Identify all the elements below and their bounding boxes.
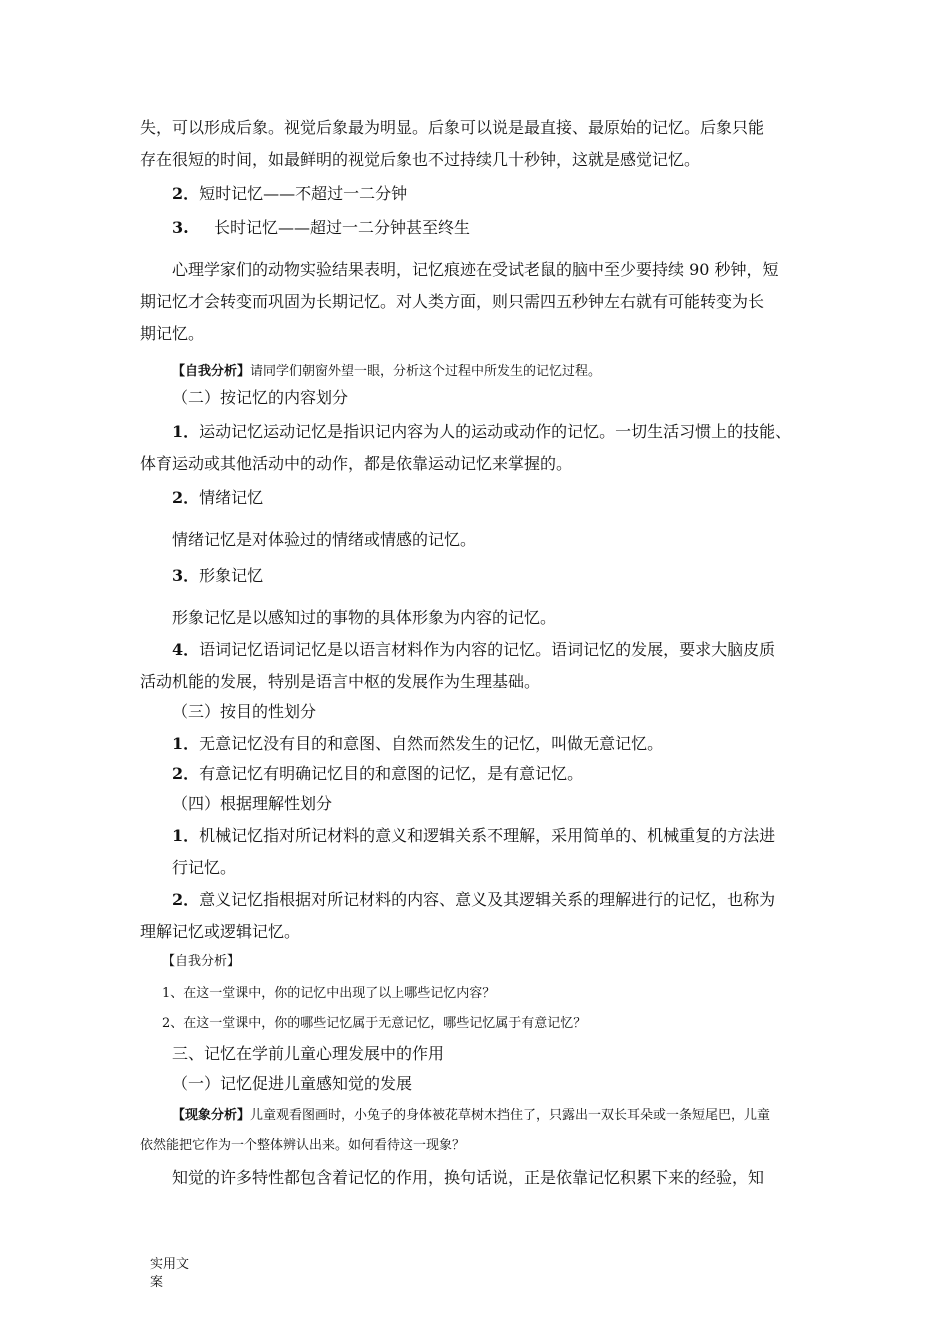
section-heading: （三）按目的性划分 <box>172 702 317 721</box>
item-number: 3. <box>172 218 189 237</box>
paragraph-line: 活动机能的发展，特别是语言中枢的发展作为生理基础。 <box>140 672 541 691</box>
self-analysis-tag: 【自我分析】 <box>162 954 241 969</box>
paragraph-line: 期记忆。 <box>140 324 205 343</box>
item-text: 运动记忆运动记忆是指识记内容为人的运动或动作的记忆。一切生活习惯上的技能、 <box>199 422 792 441</box>
item-number: 1． <box>172 826 200 845</box>
section-heading: （四）根据理解性划分 <box>172 794 333 813</box>
item-text: 长时记忆——超过一二分钟甚至终生 <box>214 218 471 237</box>
self-analysis-tag: 【自我分析】 <box>172 364 251 379</box>
item-text: 无意记忆没有目的和意图、自然而然发生的记忆，叫做无意记忆。 <box>199 734 664 753</box>
paragraph-line: 期记忆才会转变而巩固为长期记忆。对人类方面，则只需四五秒钟左右就有可能转变为长 <box>140 292 765 311</box>
list-item <box>140 178 820 210</box>
item-text: 短时记忆——不超过一二分钟 <box>199 184 408 203</box>
paragraph-line: 存在很短的时间，如最鲜明的视觉后象也不过持续几十秒钟，这就是感觉记忆。 <box>140 150 701 169</box>
list-item <box>140 728 820 760</box>
list-item <box>140 482 820 514</box>
phenomenon-analysis <box>140 1104 820 1128</box>
item-text: 有意记忆有明确记忆目的和意图的记忆，是有意记忆。 <box>199 764 584 783</box>
question-item: 1、在这一堂课中，你的记忆中出现了以上哪些记忆内容？ <box>162 986 496 1001</box>
item-text: 机械记忆指对所记材料的意义和逻辑关系不理解，采用简单的、机械重复的方法进 <box>199 826 776 845</box>
note-text: 请同学们朝窗外望一眼，分析这个过程中所发生的记忆过程。 <box>250 364 602 379</box>
paragraph-line: 知觉的许多特性都包含着记忆的作用，换句话说，正是依靠记忆积累下来的经验，知 <box>172 1168 765 1187</box>
list-item <box>140 634 820 666</box>
item-text: 形象记忆 <box>199 566 264 585</box>
note-text: 儿童观看图画时，小兔子的身体被花草树木挡住了，只露出一双长耳朵或一条短尾巴，儿童 <box>250 1108 771 1123</box>
item-text: 情绪记忆 <box>199 488 264 507</box>
list-item <box>140 758 820 790</box>
item-text: 意义记忆指根据对所记材料的内容、意义及其逻辑关系的理解进行的记忆，也称为 <box>199 890 776 909</box>
phenomenon-tag: 【现象分析】 <box>172 1108 251 1123</box>
list-item <box>140 820 820 852</box>
section-heading: 三、记忆在学前儿童心理发展中的作用 <box>172 1044 445 1063</box>
list-item <box>140 212 820 244</box>
item-number: 1． <box>172 734 200 753</box>
item-number: 4． <box>172 640 200 659</box>
paragraph-line: 失，可以形成后象。视觉后象最为明显。后象可以说是最直接、最原始的记忆。后象只能 <box>140 118 765 137</box>
item-number: 2． <box>172 184 200 203</box>
item-text: 语词记忆语词记忆是以语言材料作为内容的记忆。语词记忆的发展，要求大脑皮质 <box>199 640 776 659</box>
section-heading: （一）记忆促进儿童感知觉的发展 <box>172 1074 413 1093</box>
list-item <box>140 416 820 448</box>
item-number: 2． <box>172 890 200 909</box>
paragraph-line: 行记忆。 <box>172 858 237 877</box>
item-number: 2． <box>172 764 200 783</box>
page-footer: 实用文案 <box>150 1257 190 1290</box>
paragraph-line: 情绪记忆是对体验过的情绪或情感的记忆。 <box>172 530 477 549</box>
list-item <box>140 884 820 916</box>
paragraph-line: 形象记忆是以感知过的事物的具体形象为内容的记忆。 <box>172 608 557 627</box>
self-analysis-note <box>140 360 820 384</box>
list-item <box>140 560 820 592</box>
item-number: 3． <box>172 566 200 585</box>
question-item: 2、在这一堂课中，你的哪些记忆属于无意记忆，哪些记忆属于有意记忆？ <box>162 1016 587 1031</box>
item-number: 2． <box>172 488 200 507</box>
section-heading: （二）按记忆的内容划分 <box>172 388 349 407</box>
item-number: 1． <box>172 422 200 441</box>
paragraph-line: 心理学家们的动物实验结果表明，记忆痕迹在受试老鼠的脑中至少要持续 90 秒钟，短 <box>172 260 779 279</box>
paragraph-line: 理解记忆或逻辑记忆。 <box>140 922 301 941</box>
paragraph-line: 体育运动或其他活动中的动作，都是依靠运动记忆来掌握的。 <box>140 454 573 473</box>
paragraph-line: 依然能把它作为一个整体辨认出来。如何看待这一现象？ <box>140 1138 466 1153</box>
